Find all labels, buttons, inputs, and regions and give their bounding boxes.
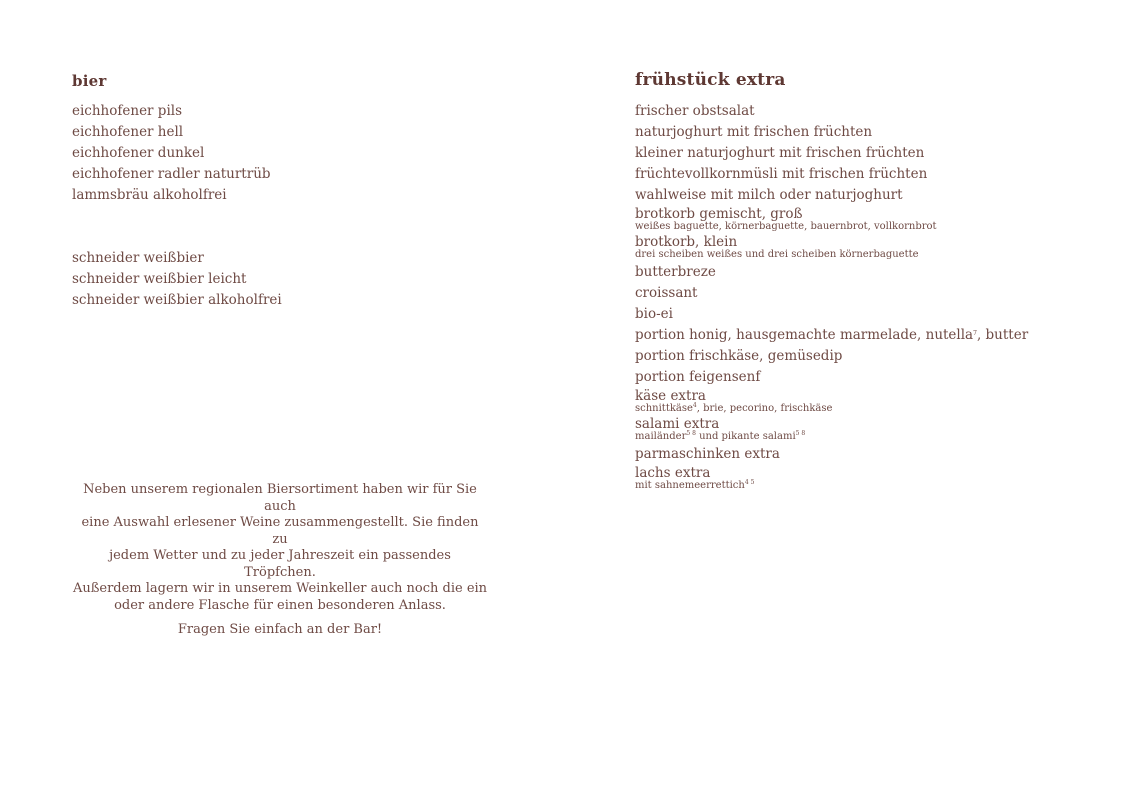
item-description: mit sahnemeerrettich$^{4 5}$ [635, 479, 755, 491]
item-description: mailänder$^{5 8}$ und pikante salami$^{5 8}$ [635, 430, 806, 442]
list-item: schneider weißbier alkoholfrei [72, 292, 282, 308]
list-item: brotkorb gemischt, groß weißes baguette, körnerbaguette, bauernbrot, vollkornbrot [635, 206, 1028, 232]
list-item: parmaschinken extra [635, 446, 780, 462]
list-item: portion frischkäse, gemüsedip [635, 348, 843, 364]
list-item: naturjoghurt mit frischen früchten [635, 124, 873, 140]
note-line: Neben unserem regionalen Biersortiment haben wir für Sie auch [83, 482, 477, 514]
section-heading-bier: bier [72, 72, 107, 90]
list-item: butterbreze [635, 264, 716, 280]
item-description: drei scheiben weißes und drei scheiben körnerbaguette [635, 249, 919, 260]
list-item: eichhofener pils [72, 103, 183, 119]
list-item: portion honig, hausgemachte marmelade, nutella$^7$, butter [635, 327, 1029, 343]
list-item: frischer obstsalat [635, 103, 755, 119]
list-item: kleiner naturjoghurt mit frischen früchten [635, 145, 925, 161]
list-item: früchtevollkornmüsli mit frischen früchten [635, 166, 928, 182]
note-line: eine Auswahl erlesener Weine zusammengestellt. Sie finden zu [81, 515, 479, 547]
list-item: lachs extra mit sahnemeerrettich$^{4 5}$ [635, 465, 1028, 491]
list-item: salami extra mailänder$^{5 8}$ und pikante salami$^{5 8}$ [635, 416, 1028, 442]
list-item: portion feigensenf [635, 369, 761, 385]
wine-note [72, 482, 488, 639]
list-item: käse extra schnittkäse$^4$, brie, pecorino, frischkäse [635, 388, 1028, 414]
note-call-to-action: Fragen Sie einfach an der Bar! [177, 622, 383, 637]
beer-list-1 [72, 101, 271, 206]
allergen-note: 4 5 [744, 479, 755, 486]
list-item: bio-ei [635, 306, 673, 322]
list-item: croissant [635, 285, 698, 301]
note-line: Außerdem lagern wir in unserem Weinkeller auch noch die ein [72, 581, 488, 596]
allergen-note: 5 8 [686, 430, 696, 437]
list-item: lammsbräu alkoholfrei [72, 187, 227, 203]
list-item: schneider weißbier leicht [72, 271, 247, 287]
list-item: eichhofener radler naturtrüb [72, 166, 271, 182]
item-description: weißes baguette, körnerbaguette, bauernbrot, vollkornbrot [635, 221, 937, 232]
allergen-note: 4 [692, 402, 697, 409]
item-description: schnittkäse$^4$, brie, pecorino, frischkäse [635, 402, 833, 414]
beer-list-2 [72, 248, 282, 311]
list-item: schneider weißbier [72, 250, 204, 266]
section-heading-fruehstueck: frühstück extra [635, 70, 786, 90]
list-item: eichhofener hell [72, 124, 184, 140]
note-line: oder andere Flasche für einen besonderen Anlass. [114, 597, 446, 613]
allergen-note: 5 8 [795, 430, 806, 437]
note-line: jedem Wetter und zu jeder Jahreszeit ein passendes Tröpfchen. [109, 548, 451, 580]
list-item: wahlweise mit milch oder naturjoghurt [635, 187, 903, 203]
allergen-note: 7 [973, 330, 977, 337]
list-item: eichhofener dunkel [72, 145, 205, 161]
list-item: brotkorb, klein drei scheiben weißes und drei scheiben körnerbaguette [635, 234, 1028, 260]
breakfast-extra-list [635, 101, 1028, 493]
